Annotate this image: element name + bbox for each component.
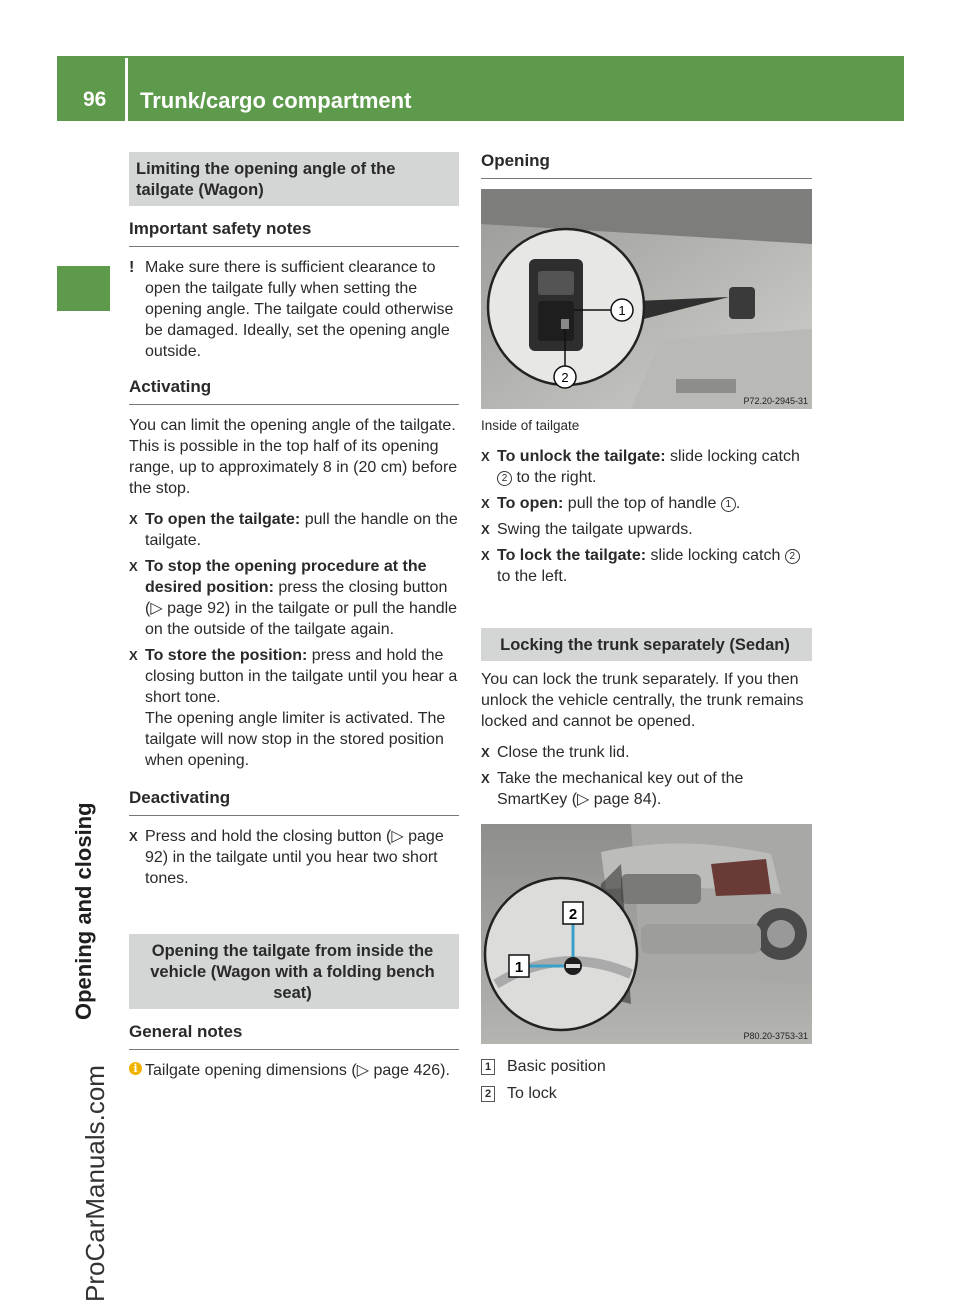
step-text: to the left. — [497, 568, 568, 585]
step-text: press the closing button (▷ page 92) in the tailgate or pull the handle on the outside of the tailgate again. — [145, 579, 458, 638]
info-icon: i — [129, 1062, 142, 1075]
bullet-icon: X — [481, 771, 490, 786]
figure-code: P72.20-2945-31 — [743, 396, 808, 406]
step-text: Take the mechanical key out of the SmartKey (▷ page 84). — [497, 770, 744, 808]
page-title: Trunk/cargo compartment — [140, 88, 412, 113]
bullet-icon: X — [481, 522, 490, 537]
bullet-icon: X — [129, 559, 138, 574]
legend-label: To lock — [507, 1085, 557, 1102]
legend-key: 2 — [481, 1086, 495, 1102]
step-text: Swing the tailgate upwards. — [497, 521, 693, 538]
subheading-opening: Opening — [481, 150, 812, 179]
activating-paragraph: You can limit the opening angle of the tailgate. This is possible in the top half of its opening range, up to approximately 8 in (20 cm) before the stop. — [129, 417, 458, 497]
subheading-general: General notes — [129, 1021, 459, 1050]
step-text: Close the trunk lid. — [497, 744, 630, 761]
callout-1: 1 — [514, 959, 524, 976]
right-column — [481, 150, 812, 1110]
section-heading-opening-inside: Opening the tailgate from inside the vehicle (Wagon with a folding bench seat) — [129, 934, 459, 1009]
step-text: . — [735, 495, 741, 512]
list-item — [481, 519, 812, 540]
step-text: slide locking catch — [646, 547, 785, 564]
callout-ref-2: 2 — [785, 549, 800, 564]
list-item — [481, 446, 812, 488]
callout-ref-1: 1 — [721, 497, 736, 512]
step-text: pull the top of handle — [563, 495, 721, 512]
list-item — [129, 509, 459, 551]
info-note — [129, 1060, 459, 1081]
tailgate-illustration — [481, 189, 812, 409]
header-divider — [125, 58, 128, 121]
figure-caption: Inside of tailgate — [481, 418, 580, 433]
bullet-icon: X — [481, 449, 490, 464]
sedan-paragraph: You can lock the trunk separately. If you then unlock the vehicle centrally, the trunk remains locked and cannot be opened. — [481, 671, 804, 730]
step-label: To open: — [497, 495, 564, 512]
bullet-icon: X — [481, 548, 490, 563]
left-column — [129, 152, 459, 1091]
figure-trunk-lock — [481, 824, 812, 1044]
step-label: To lock the tailgate: — [497, 547, 647, 564]
page-number: 96 — [83, 88, 107, 111]
subheading-safety: Important safety notes — [129, 218, 459, 247]
legend-key: 1 — [481, 1059, 495, 1075]
callout-2: 2 — [568, 906, 578, 923]
figure-code: P80.20-3753-31 — [743, 1031, 808, 1041]
list-item — [481, 545, 812, 587]
step-label: To open the tailgate: — [145, 511, 301, 528]
warning-text: Make sure there is sufficient clearance to open the tailgate fully when setting the opening angle. The tailgate could otherwise be damaged. Ideally, set the opening angle outside. — [145, 259, 454, 360]
bullet-icon: X — [481, 496, 490, 511]
step-result: The opening angle limiter is activated. The tailgate will now stop in the stored position when opening. — [145, 710, 446, 769]
list-item — [129, 556, 459, 640]
step-text: slide locking catch — [665, 448, 800, 465]
sedan-illustration — [481, 824, 812, 1044]
step-label: To stop the opening procedure at the desired position: — [145, 558, 427, 596]
subheading-activating: Activating — [129, 376, 459, 405]
warning-note — [129, 257, 459, 362]
list-item — [481, 493, 812, 514]
section-heading-locking-trunk: Locking the trunk separately (Sedan) — [481, 628, 812, 661]
step-text: Press and hold the closing button (▷ page 92) in the tailgate until you hear two short tones. — [145, 828, 444, 887]
warning-icon: ! — [129, 259, 135, 276]
chapter-label: Opening and closing — [71, 802, 96, 1020]
step-text: to the right. — [512, 469, 597, 486]
info-text: Tailgate opening dimensions (▷ page 426). — [145, 1062, 450, 1079]
list-item — [481, 768, 812, 810]
bullet-icon: X — [481, 745, 490, 760]
step-text: pull the handle on the tailgate. — [145, 511, 458, 549]
bullet-icon: X — [129, 512, 138, 527]
step-label: To store the position: — [145, 647, 308, 664]
legend-item — [481, 1056, 812, 1077]
list-item — [129, 645, 459, 771]
legend-label: Basic position — [507, 1058, 606, 1075]
callout-ref-2: 2 — [497, 471, 512, 486]
list-item — [481, 742, 812, 763]
list-item — [129, 826, 459, 889]
callout-1: 1 — [618, 303, 626, 318]
watermark: ProCarManuals.com — [80, 1065, 110, 1302]
step-label: To unlock the tailgate: — [497, 448, 666, 465]
bullet-icon: X — [129, 648, 138, 663]
legend-item — [481, 1083, 812, 1104]
step-text: press and hold the closing button in the tailgate until you hear a short tone. — [145, 647, 458, 706]
subheading-deactivating: Deactivating — [129, 787, 459, 816]
callout-2: 2 — [561, 370, 569, 385]
section-heading-limiting: Limiting the opening angle of the tailgate (Wagon) — [129, 152, 459, 206]
figure-inside-tailgate — [481, 189, 812, 409]
bullet-icon: X — [129, 829, 138, 844]
